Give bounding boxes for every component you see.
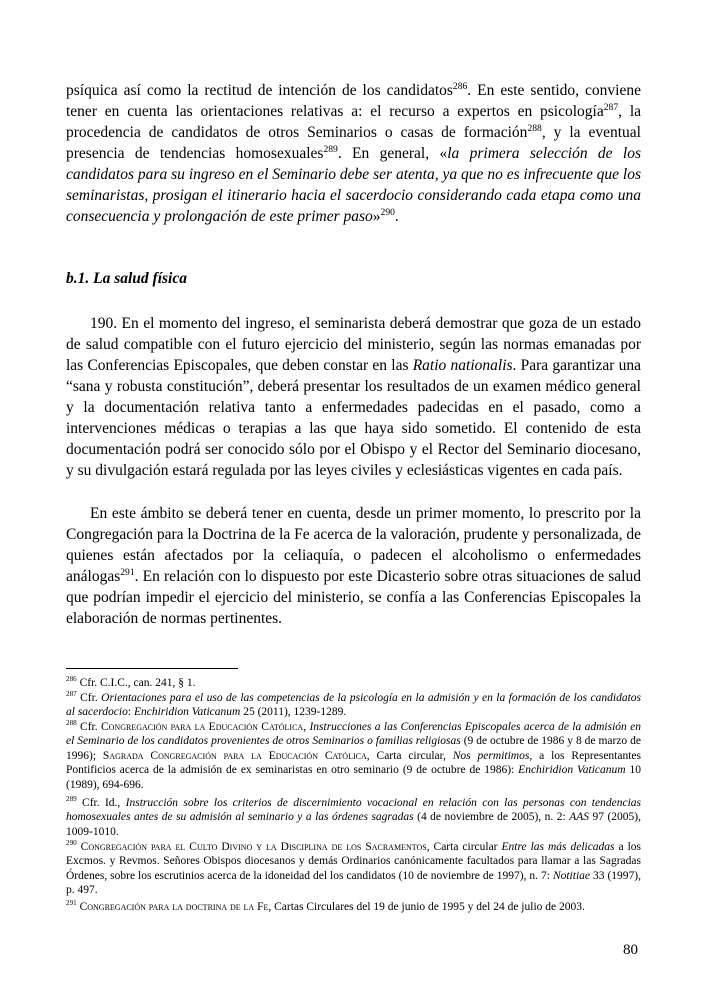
text-run: , y la eventual presencia de tendencias homosexuales	[66, 124, 641, 162]
paragraph-intro	[66, 80, 641, 227]
text-run: »	[372, 208, 381, 225]
author-smallcaps: Congregación para la doctrina de la Fe	[76, 901, 269, 913]
author-smallcaps: Sagrada Congregación para la Educación Católica	[102, 749, 367, 762]
footnote-number: 287	[66, 690, 77, 699]
footnote-ref-286[interactable]: 286	[452, 80, 468, 92]
italic-title: Notitiae	[552, 869, 590, 882]
text-run: . En este sentido, conviene tener en cuenta las orientaciones relativas a: el recurso a expertos en psicología	[66, 82, 641, 120]
footnote-ref-288[interactable]: 288	[527, 122, 542, 134]
footnote-number: 286	[66, 675, 77, 684]
quoted-text: la primera selección de los candidatos para su ingreso en el Seminario debe ser atenta, ya que no es infrecuente que los seminaristas, prosigan el itinerario hacia el sacerdocio considerando cada etapa como una consecuencia y prolongación de este primer paso	[66, 145, 641, 225]
text-run: :	[127, 706, 134, 719]
footnote-number: 290	[66, 839, 77, 848]
text-run: . En relación con lo dispuesto por este Dicasterio sobre otras situaciones de salud que podrían impedir el ejercicio del ministerio, se confía a las Conferencias Episcopales la elaboración de normas pertinentes.	[66, 568, 641, 627]
footnote-289	[66, 796, 641, 839]
footnote-number: 291	[66, 899, 77, 908]
text-run: (9 de octubre de 1986 y 8 de marzo de 1996);	[66, 735, 641, 762]
italic-title: Enchiridion Vaticanum	[518, 764, 626, 777]
italic-title: AAS	[569, 811, 589, 824]
footnote-ref-287[interactable]: 287	[603, 101, 619, 113]
text-run: .	[394, 208, 399, 225]
text-run: , Carta circular	[426, 841, 502, 853]
footnote-286	[66, 676, 641, 690]
text-run: Cfr. Id.,	[76, 797, 126, 809]
text-run: 33 (1997), p. 497.	[66, 869, 641, 897]
italic-title: Instrucción sobre los criterios de discernimiento vocacional en relación con las personas con tendencias homosexuales antes de su admisión al seminario y a las órdenes sagradas	[66, 797, 641, 824]
text-run: 25 (2011), 1239-1289.	[240, 706, 347, 719]
footnote-290	[66, 840, 641, 898]
footnote-288	[66, 720, 641, 792]
paragraph-celiac	[66, 503, 641, 629]
footnote-287	[66, 691, 641, 720]
text-run: En este ámbito se deberá tener en cuenta, desde un primer momento, lo prescrito por la Congregación para la Doctrina de la Fe acerca de la valoración, prudente y personalizada, de quienes están afectados por la celiaquía, o padecen el alcoholismo o enfermedades análogas	[66, 505, 641, 585]
footnote-text: Cfr. C.I.C., can. 241, § 1.	[76, 677, 196, 689]
italic-title: Entre las más delicadas	[501, 841, 615, 853]
text-run: . En general, «	[337, 145, 448, 162]
italic-title: Enchiridion Vaticanum	[133, 706, 241, 719]
text-run: Cfr.	[76, 721, 101, 733]
text-run: , Cartas Circulares del 19 de junio de 1995 y del 24 de julio de 2003.	[268, 901, 585, 913]
footnote-separator	[66, 668, 238, 669]
text-run: ,	[303, 721, 310, 733]
text-run: , Carta circular,	[366, 749, 453, 762]
paragraph-190	[66, 313, 641, 481]
text-run: 10 (1989), 694-696.	[66, 764, 641, 791]
text-run: a los Excmos. y Revmos. Señores Obispos diocesanos y demás Ordinarios canónicamente facultados para llamar a las Sagradas Órdenes, sobre los escrutinios acerca de la idoneidad del los candidatos (10 de noviembre de 1997), n. 7:	[66, 841, 642, 882]
text-run: (4 de noviembre de 2005), n. 2:	[413, 811, 570, 824]
text-run: Cfr.	[76, 692, 102, 704]
text-run: . Para garantizar una “sana y robusta constitución”, deberá presentar los resultados de un examen médico general y la documentación relativa tanto a enfermedades padecidas en el pasado, como a intervenciones médicas o terapias a las que haya sido sometido. El contenido de esta documentación podrá ser conocido sólo por el Obispo y el Rector del Seminario diocesano, y su divulgación estará regulada por las leyes civiles y eclesiásticas vigentes en cada país.	[66, 357, 641, 479]
italic-term: Ratio nationalis	[412, 357, 513, 374]
footnote-291	[66, 900, 641, 914]
text-run: 97 (2005), 1009-1010.	[66, 811, 641, 838]
footnote-ref-290[interactable]: 290	[380, 206, 395, 218]
italic-title: Instrucciones a las Conferencias Episcopales acerca de la admisión en el Seminario de los candidatos provenientes de otros Seminarios o familias religiosas	[66, 721, 641, 748]
text-run: 190. En el momento del ingreso, el seminarista deberá demostrar que goza de un estado de salud compatible con el futuro ejercicio del ministerio, según las normas emanadas por las Conferencias Episcopales, que deben constar en las	[66, 315, 641, 374]
footnote-ref-289[interactable]: 289	[323, 143, 338, 155]
text-run: , la procedencia de candidatos de otros Seminarios o casas de formación	[66, 103, 642, 141]
italic-title: Nos permitimos	[452, 749, 530, 762]
footnote-number: 288	[66, 719, 77, 728]
footnote-ref-291[interactable]: 291	[120, 566, 135, 578]
author-smallcaps: Congregación para el Culto Divino y la Disciplina de los Sacramentos	[76, 841, 427, 853]
author-smallcaps: Congregación para la Educación Católica	[100, 721, 304, 733]
text-run: , a los Representantes Pontificios acerca de la admisión de ex seminaristas en otro seminario (9 de octubre de 1986):	[66, 749, 642, 777]
section-heading: b.1. La salud física	[66, 270, 187, 287]
footnote-number: 289	[66, 795, 77, 804]
italic-title: Orientaciones para el uso de las competencias de la psicología en la admisión y en la formación de los candidatos al sacerdocio	[66, 692, 642, 719]
text-run: psíquica así como la rectitud de intención de los candidatos	[66, 82, 453, 99]
page-number: 80	[623, 942, 638, 958]
